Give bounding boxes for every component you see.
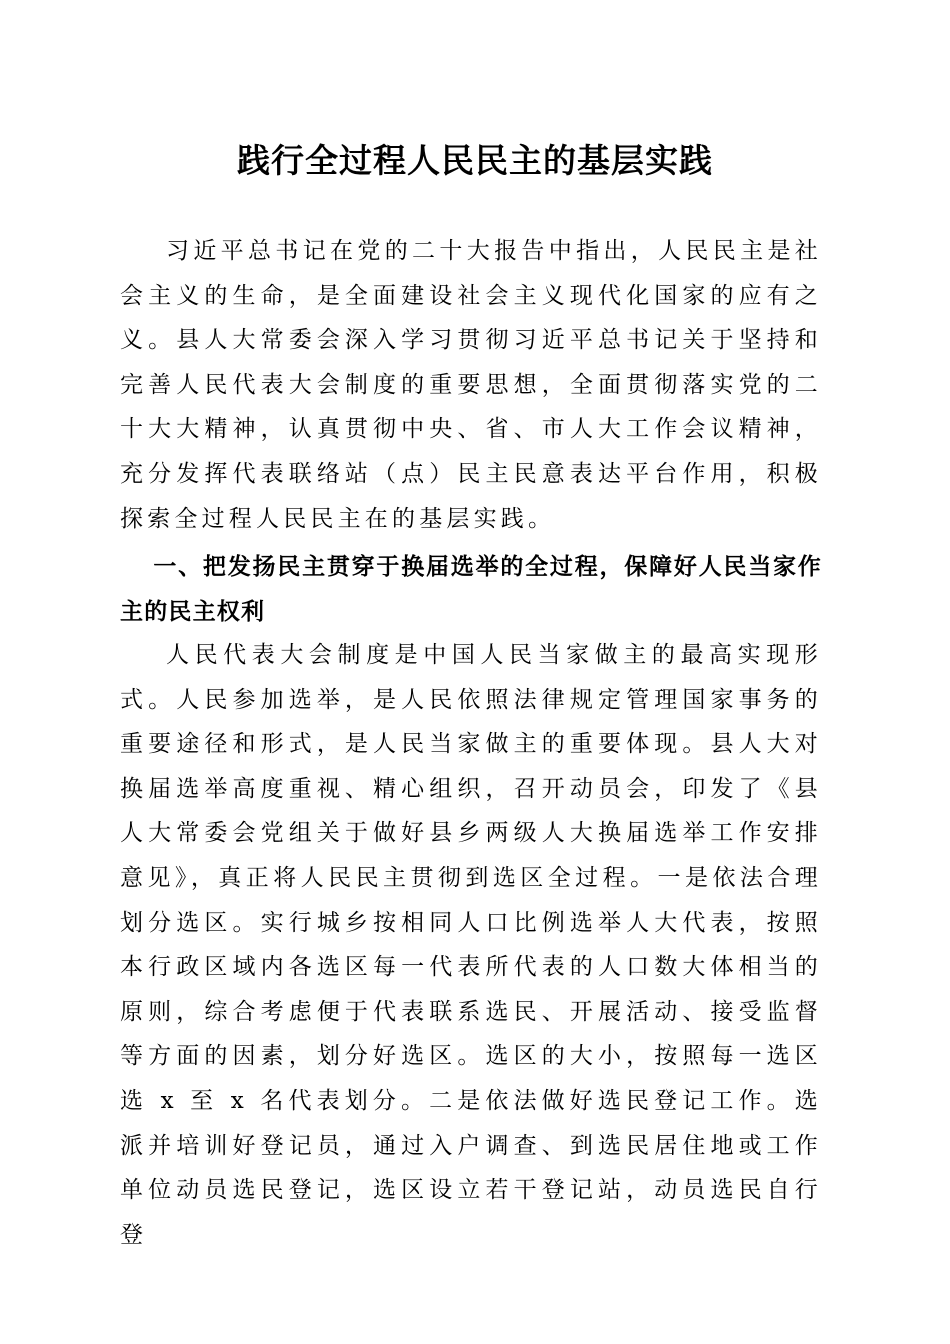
section-1-paragraph: 人民代表大会制度是中国人民当家做主的最高实现形式。人民参加选举，是人民依照法律规定管理国家事务的重要途径和形式，是人民当家做主的重要体现。县人大对换届选举高度重视、精心组织，召开动员会，印发了《县人大常委会党组关于做好县乡两级人大换届选举工作安排意见》，真正将人民民主贯彻到选区全过程。一是依法合理划分选区。实行城乡按相同人口比例选举人大代表，按照本行政区域内各选区每一代表所代表的人口数大体相当的原则，综合考虑便于代表联系选民、开展活动、接受监督等方面的因素，划分好选区。选区的大小，按照每一选区选 x 至 x 名代表划分。二是依法做好选民登记工作。选派并培训好登记员，通过入户调查、到选民居住地或工作单位动员选民登记，选区设立若干登记站，动员选民自行登 [120, 642, 822, 1248]
section-heading-1: 一、把发扬民主贯穿于换届选举的全过程，保障好人民当家作主的民主权利 [120, 554, 822, 625]
intro-paragraph: 习近平总书记在党的二十大报告中指出，人民民主是社会主义的生命，是全面建设社会主义现代化国家的应有之义。县人大常委会深入学习贯彻习近平总书记关于坚持和完善人民代表大会制度的重要思想，全面贯彻落实党的二十大大精神，认真贯彻中央、省、市人大工作会议精神，充分发挥代表联络站（点）民主民意表达平台作用，积极探索全过程人民民主在的基层实践。 [120, 238, 822, 532]
document-title: 践行全过程人民民主的基层实践 [237, 141, 713, 180]
